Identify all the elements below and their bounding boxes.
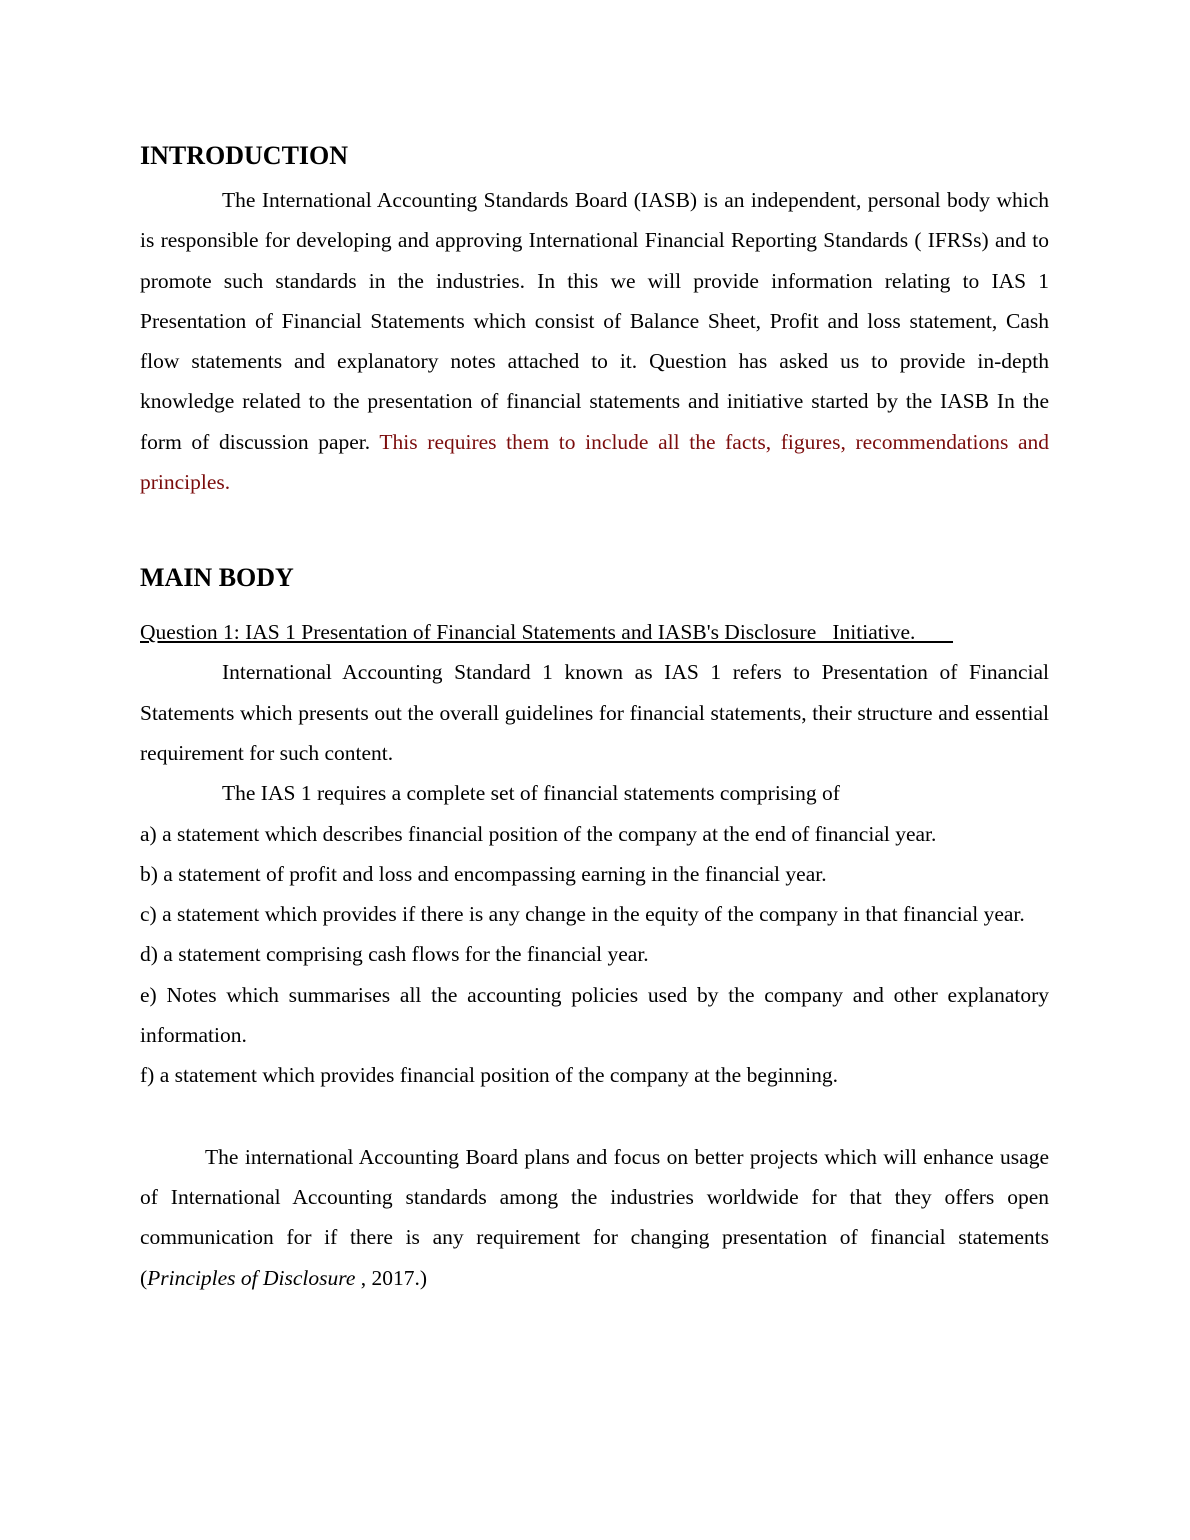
introduction-paragraph-text: The International Accounting Standards Board (IASB) is an independent, personal body which is responsible for developing and approving International Financial Reporting Standards ( IFRSs) and to promote such standards in the industries. In this we will provide information relating to IAS 1 Presentation of Financial Statements which consist of Balance Sheet, Profit and loss statement, Cash flow statements and explanatory notes attached to it. Question has asked us to provide in-depth knowledge related to the presentation of financial statements and initiative started by the IASB In the form of discussion paper. <box>140 188 1049 454</box>
list-item: b) a statement of profit and loss and encompassing earning in the financial year. <box>140 861 827 886</box>
introduction-heading: INTRODUCTION <box>140 141 349 170</box>
list-item: a) a statement which describes financial position of the company at the end of financial year. <box>140 821 937 846</box>
citation-year: , 2017.) <box>355 1265 428 1290</box>
introduction-paragraph <box>140 180 1049 502</box>
list-item: f) a statement which provides financial position of the company at the beginning. <box>140 1063 838 1088</box>
list-item: e) Notes which summarises all the accounting policies used by the company and other explanatory information. <box>140 982 1049 1048</box>
question-1-title: Question 1: IAS 1 Presentation of Financial Statements and IASB's Disclosure Initiative. <box>140 620 954 645</box>
main-body-paragraph-2: The IAS 1 requires a complete set of financial statements comprising of <box>222 781 840 806</box>
citation-title: Principles of Disclosure <box>147 1265 356 1290</box>
list-item: c) a statement which provides if there is any change in the equity of the company in that financial year. <box>140 902 1025 927</box>
document-page <box>140 138 1049 1298</box>
list-item: d) a statement comprising cash flows for the financial year. <box>140 942 649 967</box>
statement-list <box>140 814 1049 1096</box>
main-body-paragraph-1: International Accounting Standard 1 known as IAS 1 refers to Presentation of Financial Statements which presents out the overall guidelines for financial statements, their structure and essential requirement for such content. <box>140 660 1049 765</box>
main-body-paragraph-3-text: The international Accounting Board plans and focus on better projects which will enhance usage of International Accounting standards among the industries worldwide for that they offers open communication for if there is any requirement for changing presentation of financial statements ( <box>140 1144 1049 1290</box>
main-body-paragraph-3 <box>140 1137 1049 1298</box>
main-body-heading: MAIN BODY <box>140 563 294 593</box>
introduction-highlight-text: This requires them to include all the facts, figures, recommendations and principles. <box>140 429 1049 495</box>
